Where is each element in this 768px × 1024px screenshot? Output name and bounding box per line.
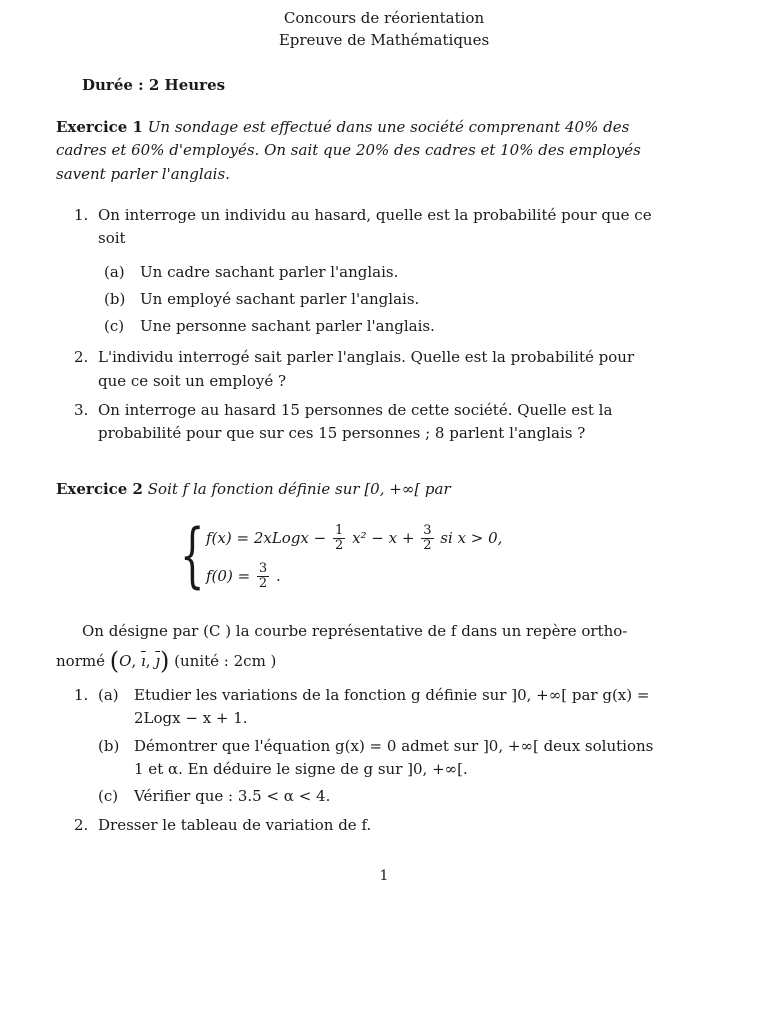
eq1-fraction-2 xyxy=(421,524,433,554)
sub-text: Un cadre sachant parler l'anglais. xyxy=(140,262,399,281)
sub-question-a xyxy=(104,261,664,284)
curve-definition-paragraph xyxy=(56,620,666,680)
rep-unit: (unité : 2cm ) xyxy=(174,652,277,671)
exercise-2-question-2 xyxy=(74,814,664,837)
sub-text: Vérifier que : 3.5 < α < 4. xyxy=(134,787,331,805)
rep-line-1: On désigne par (C ) la courbe représentative de f dans un repère ortho- xyxy=(82,622,628,640)
sub-label: (c) xyxy=(98,787,119,805)
question-number: 2. xyxy=(74,816,89,835)
exercise-2-questions xyxy=(74,684,664,844)
exercise-2-text: Soit f la fonction définie sur [0, +∞[ par xyxy=(147,480,451,498)
exercise-1-text: Un sondage est effectué dans une société comprenant 40% des cadres et 60% d'employés. On sait que 20% des cadres et 10% des employés savent parler l'anglais. xyxy=(56,118,641,183)
rep-line-2: normé (O, $\overline{ı}$, $\overline{ȷ}$) (unité : 2cm ) xyxy=(56,647,277,676)
fraction-numerator: 3 xyxy=(423,523,432,538)
rep-normed: normé xyxy=(56,652,105,671)
origin-symbol: O xyxy=(119,652,132,671)
sub-label: (a) xyxy=(98,686,119,704)
sub-label: (a) xyxy=(104,262,125,281)
sub-question-b xyxy=(98,735,664,782)
exam-header xyxy=(0,8,768,52)
vector-j: $\overline{ȷ}$ xyxy=(155,652,160,671)
exercise-1-questions xyxy=(74,204,664,451)
page-number: 1 xyxy=(379,868,389,884)
exercise-2-question-1-subs xyxy=(98,684,664,808)
question-text: L'individu interrogé sait parler l'anglais. Quelle est la probabilité pour que ce soit un employé ? xyxy=(98,348,635,390)
close-paren: ) xyxy=(160,647,170,676)
question-text: On interroge au hasard 15 personnes de cette société. Quelle est la probabilité pour que sur ces 15 personnes ; 8 parlent l'anglais ? xyxy=(98,400,613,442)
question-number: 2. xyxy=(74,348,89,367)
exercise-1-title: Exercice 1 xyxy=(56,118,143,136)
eq1-right: si x > 0, xyxy=(440,528,503,547)
exercise-1-question-3 xyxy=(74,399,664,446)
exam-duration: Durée : 2 Heures xyxy=(82,76,226,94)
exercise-2-statement xyxy=(56,478,676,501)
sub-text: Démontrer que l'équation g(x) = 0 admet sur ]0, +∞[ deux solutions 1 et α. En déduire le signe de g sur ]0, +∞[. xyxy=(134,736,654,778)
fraction-denominator: 2 xyxy=(423,538,432,554)
fraction-denominator: 2 xyxy=(258,576,268,592)
exercise-2-question-1 xyxy=(74,684,664,808)
eq1-left: f(x) = 2xLogx − xyxy=(206,528,327,547)
sub-text: Etudier les variations de la fonction g définie sur ]0, +∞[ par g(x) = 2Logx − x + 1. xyxy=(134,686,650,728)
open-paren: ( xyxy=(109,647,120,676)
exercise-1-question-2 xyxy=(74,346,664,393)
fraction-denominator: 2 xyxy=(335,538,344,554)
eq2-right: . xyxy=(275,566,281,585)
sub-question-b xyxy=(104,288,664,311)
question-number: 1. xyxy=(74,206,89,224)
exam-title-line2: Epreuve de Mathématiques xyxy=(278,30,490,49)
equation-line-2 xyxy=(206,562,281,592)
sub-label: (b) xyxy=(104,289,126,308)
eq1-fraction-1 xyxy=(333,524,345,554)
exam-title-line1: Concours de réorientation xyxy=(283,9,485,27)
sub-label: (b) xyxy=(98,736,120,755)
sub-text: Un employé sachant parler l'anglais. xyxy=(140,289,420,308)
exercise-1-statement xyxy=(56,116,676,186)
fraction-numerator: 3 xyxy=(258,561,268,576)
question-number: 3. xyxy=(74,400,89,419)
exercise-1-question-1-subs xyxy=(74,261,664,339)
question-text: Dresser le tableau de variation de f. xyxy=(98,816,372,835)
eq2-left: f(0) = xyxy=(206,566,251,585)
fraction-numerator: 1 xyxy=(335,523,344,538)
sub-label: (c) xyxy=(104,317,125,335)
function-definition-system xyxy=(180,516,600,598)
equation-line-1 xyxy=(206,524,502,554)
question-text: On interroge un individu au hasard, quelle est la probabilité pour que ce soit xyxy=(98,206,652,248)
sub-question-c xyxy=(104,315,664,338)
eq1-mid: x² − x + xyxy=(352,528,415,547)
eq2-fraction xyxy=(257,562,269,592)
sub-question-a xyxy=(98,684,664,731)
sub-question-c xyxy=(98,785,664,808)
exercise-2-title: Exercice 2 xyxy=(56,480,143,498)
sub-text: Une personne sachant parler l'anglais. xyxy=(140,317,435,335)
left-brace: { xyxy=(180,514,205,596)
vector-i: $\overline{ı}$ xyxy=(140,652,146,671)
question-number: 1. xyxy=(74,686,89,704)
exercise-1-question-1 xyxy=(74,204,664,251)
